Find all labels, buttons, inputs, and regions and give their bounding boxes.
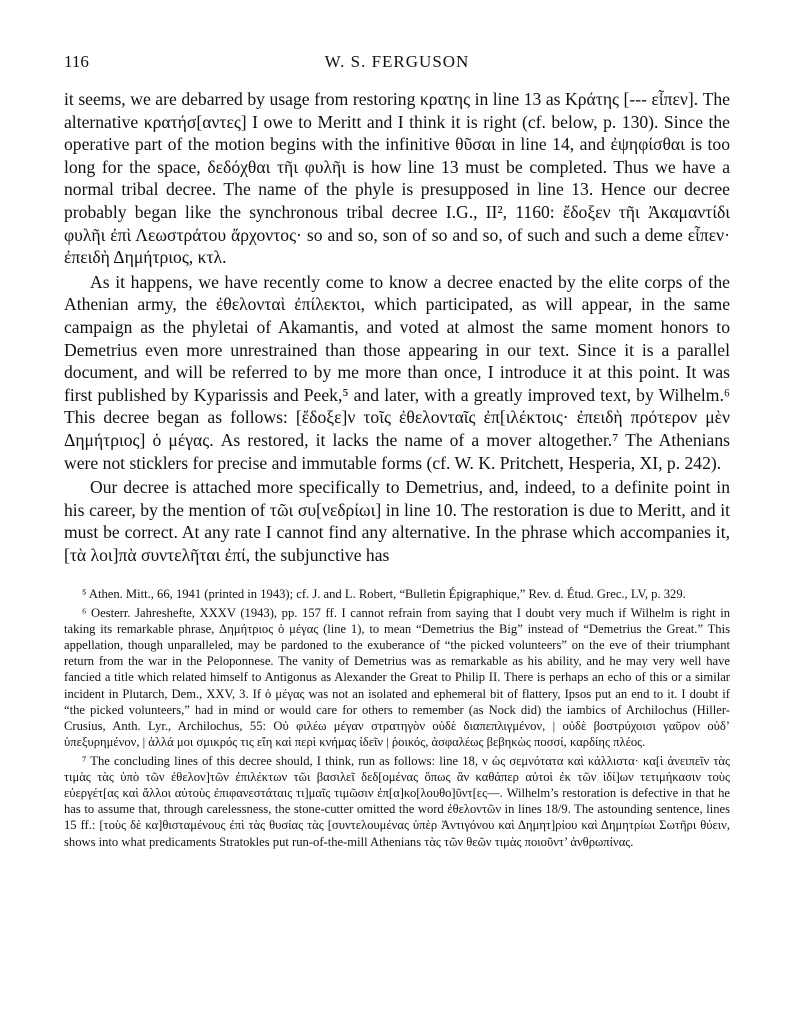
running-header: [64, 52, 730, 78]
paragraph-3: Our decree is attached more specifically to Demetrius, and, indeed, to a definite point in his career, by the mention of τῶι συ[νεδρίωι] in line 10. The restoration is due to Meritt, and it must be correct. At any rate I cannot find any alternative. In the phrase which accompanies it, [τὰ λοι]πὰ συντελῆται ἐπί, the subjunctive has: [64, 477, 730, 565]
main-text: [64, 88, 730, 566]
paragraph-2: As it happens, we have recently come to know a decree enacted by the elite corps of the Athenian army, the ἐθελονταὶ ἐπίλεκτοι, which participated, as will appear, in the same campaign as the phyletai of Akamantis, and voted at almost the same moment honors to Demetrius even more unrestrained than those appearing in our text. Since it is a parallel document, and will be referred to by me more than once, I introduce it at this point. It was first published by Kyparissis and Peek,⁵ and later, with a greatly improved text, by Wilhelm.⁶ This decree began as follows: [ἔδοξε]ν τοῖς ἐθελονταῖς ἐπ[ιλέκτοις· ἐπειδὴ πρότερον μὲν Δημήτριος] ὁ μέγας. As restored, it lacks the name of a mover altogether.⁷ The Athenians were not sticklers for precise and immutable forms (cf. W. K. Pritchett, Hesperia, XI, p. 242).: [64, 271, 730, 473]
footnote-6: ⁶ Oesterr. Jahreshefte, XXXV (1943), pp. 157 ff. I cannot refrain from saying that I doubt very much if Wilhelm is right in taking its remarkable phrase, Δημήτριος ὁ μέγας (line 1), to mean “Demetrius the Big” instead of “Demetrius the Great.” This appellation, though unparalleled, may be pardoned to the exuberance of “the picked volunteers” on the eve of their triumphant return from the war in the Peloponnese. The vanity of Demetrius was as remarkable as his ability, and he may very well have fancied a title which related himself to Antigonus as Alexander the Great to Philip II. There is perhaps an echo of this or a similar incident in Plutarch, Dem., XXV, 3. If ὁ μέγας was not an isolated and ephemeral bit of flattery, Ipsos put an end to it. I doubt if “the picked volunteers,” had in mind or would care for others to remember (as Nock did) the iambics of Archilochus (Hiller-Crusius, Anth. Lyr., Archilochus, 55: Οὐ φιλέω μέγαν στρατηγὸν οὐδὲ διαπεπλιγμένον, | οὐδὲ βοστρύχοισι γαῦρον οὐδ’ ὑπεξυρημένον, | ἀλλά μοι σμικρός τις εἴη καὶ περὶ κνήμας ἰδεῖν | ῥοικός, ἀσφαλέως βεβηκὼς ποσσί, καρδίης πλέος.: [64, 605, 730, 750]
footnote-5: ⁵ Athen. Mitt., 66, 1941 (printed in 1943); cf. J. and L. Robert, “Bulletin Épigraphique,” Rev. d. Étud. Grec., LV, p. 329.: [82, 587, 686, 602]
page: [64, 52, 730, 852]
paragraph-1: it seems, we are debarred by usage from restoring κρατης in line 13 as Κράτης [--- εἶπεν]. The alternative κρατήσ[αντες] I owe to Meritt and I think it is right (cf. below, p. 130). Since the operative part of the motion begins with the infinitive θῦσαι in line 14, and ἐψηφίσθαι is too long for the space, δεδόχθαι τῆι φυλῆι is how line 13 must be completed. Thus we have a normal tribal decree. The name of the phyle is presupposed in line 13. Hence our decree probably began like the synchronous tribal decree I.G., II², 1160: ἔδοξεν τῆι Ἀκαμαντίδι φυλῆι ἐπὶ Λεωστράτου ἄρχοντος· so and so, son of so and so, of such and such a deme εἶπεν· ἐπειδὴ Δημήτριος, κτλ.: [64, 89, 730, 268]
page-number: 116: [64, 52, 89, 71]
running-head-author: W. S. FERGUSON: [324, 52, 470, 71]
footnotes: [64, 586, 730, 849]
footnote-7: ⁷ The concluding lines of this decree should, I think, run as follows: line 18, ν ὡς σεμνότατα καὶ κάλλιστα· κα[ὶ ἀνειπεῖν τὰς τιμὰς τὰς ὑπὸ τῶν ἐθελον]τῶν ἐπιλέκτων τῶι βασιλεῖ δεδ[ομένας ὅπως ἂν καθάπερ αὐτοὶ ἐκ τῶν ἰδί]ων τετιμήκασιν τοὺς εὐεργέτ[ας καὶ ἄλλοι αὐτοὺς ἐπιφανεστάταις τι]μαῖς τιμῶσιν ἐπ[α]κο[λουθο]ῦντ[ες—. Wilhelm’s restoration is defective in that he has to assume that, through carelessness, the stone-cutter omitted the word ἐθελοντῶν in lines 18/9. The astounding sentence, lines 15 ff.: [τοὺς δὲ κα]θισταμένους ἐπὶ τὰς θυσίας τὰς [συντελουμένας ὑπὲρ Ἀντιγόνου καὶ Δημητ]ρίου καὶ Δημητρίωι Σωτῆρι θύειν, shows into what predicaments Stratokles put run-of-the-mill Athenians τὰς τῶν θεῶν τιμὰς ποιοῦντ’ ἀνθρωπίνας.: [64, 753, 730, 849]
